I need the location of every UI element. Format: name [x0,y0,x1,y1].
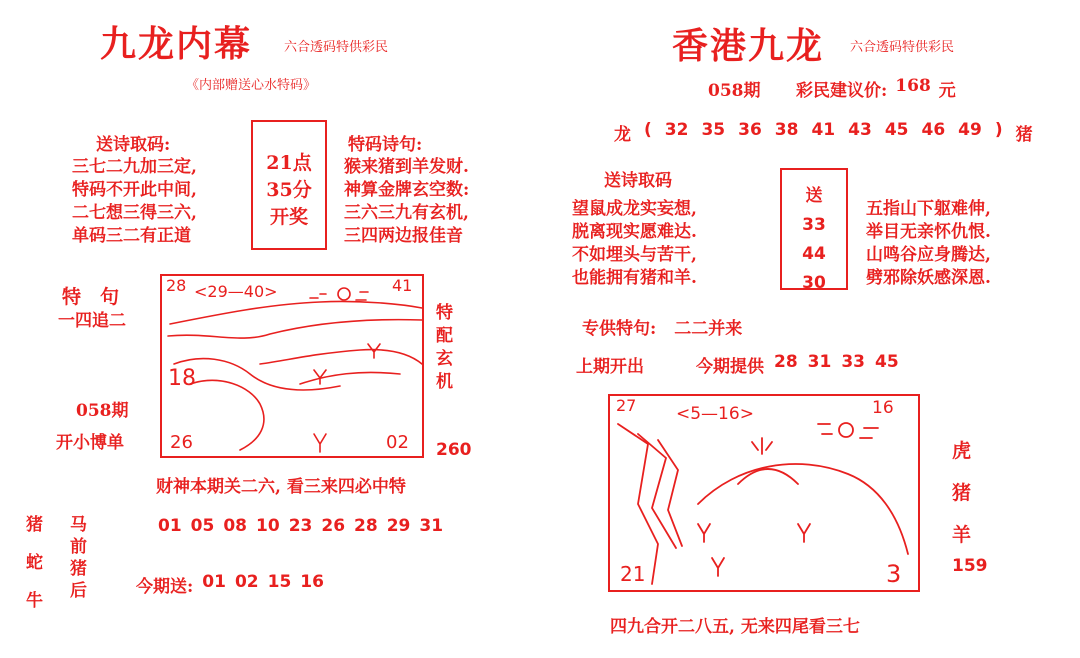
send-numbers: 送 33 44 30 [802,186,826,293]
left-title: 九龙内幕 [100,23,253,65]
left-sketch-range: <29—40> [194,282,278,301]
right-sketch-br: 3 [886,560,902,588]
numbers-row: 01 05 08 10 23 26 28 29 31 [158,516,444,536]
left-tagline: 《内部赠送心水特码》 [186,78,317,93]
last-issue-label: 上期开出 [576,357,644,377]
right-sketch-tr: 16 [872,398,894,418]
left-sketch-bl: 26 [170,432,193,453]
right-sketch-drawing [608,394,920,592]
draw-hour: 21点 [266,152,312,174]
left-sketch-ml: 18 [168,366,196,391]
right-poem-right: 五指山下躯难伸, 举目无亲怀仇恨. 山鸣谷应身腾达, 劈邪除妖感深恩. [866,199,991,288]
right-sketch-range: <5—16> [676,404,754,424]
right-sketch-tl: 27 [616,396,637,415]
special-poem [344,156,469,248]
left-issue: 058期 [76,401,129,421]
right-bottom-line: 四九合开二八五, 无来四尾看三七 [610,617,860,637]
special-line: 神算金牌玄空数: [344,180,470,200]
poem-line: 三七二九加三定, [72,157,197,177]
left-issue-note: 开小博单 [56,433,124,453]
provide-row: 今期提供 28 31 33 45 [696,352,899,377]
left-sketch-tr: 41 [392,276,413,295]
right-title: 香港九龙 [672,25,825,67]
dragon-row: 龙 ( 32 35 36 38 41 43 45 46 49 ) 猪 [614,120,1033,145]
poem-line: 二七想三得三六, [72,203,197,223]
special-line: 猴来猪到羊发财. [344,157,469,177]
right-poem-heading: 送诗取码 [604,171,672,191]
right-zodiac-col: 虎 猪 羊 [952,440,972,546]
special-line: 三四两边报佳音 [344,226,463,246]
right-sketch-bl: 21 [620,562,646,586]
draw-time [256,150,322,231]
special-sentence: 专供特句: 二二并来 [582,319,743,339]
left-zodiac-col: 猪 蛇 牛 [26,515,43,611]
special-poem-heading: 特码诗句: [348,135,423,155]
left-poem-heading: 送诗取码: [96,135,171,155]
horse-col: 马 前 猪 后 [70,515,87,601]
poem-line: 特码不开此中间, [72,180,197,200]
left-side-number: 260 [436,440,472,460]
right-side-number: 159 [952,556,988,576]
left-side-vertical: 特 配 玄 机 [436,303,453,392]
left-sketch-br: 02 [386,432,409,453]
left-sketch-drawing [160,274,424,458]
tejv-label: 特 句 [62,286,120,308]
left-poem [72,156,197,248]
price: 彩民建议价: 168 元 [796,76,956,101]
tejv-value: 一四追二 [58,311,126,331]
today-send: 今期送: 01 02 15 16 [136,572,324,597]
fortune-line: 财神本期关二六, 看三来四必中特 [156,477,406,497]
right-issue: 058期 [708,81,761,101]
left-sketch-tl: 28 [166,276,187,295]
special-line: 三六三九有玄机, [344,203,469,223]
poem-line: 单码三二有正道 [72,226,191,246]
left-subtitle: 六合透码特供彩民 [284,40,389,55]
draw-minute: 35分 [266,179,312,201]
right-subtitle: 六合透码特供彩民 [850,40,955,55]
draw-label: 开奖 [269,206,308,228]
right-poem-left: 望鼠成龙实妄想, 脱离现实愿难达. 不如埋头与苦干, 也能拥有猪和羊. [572,199,697,288]
